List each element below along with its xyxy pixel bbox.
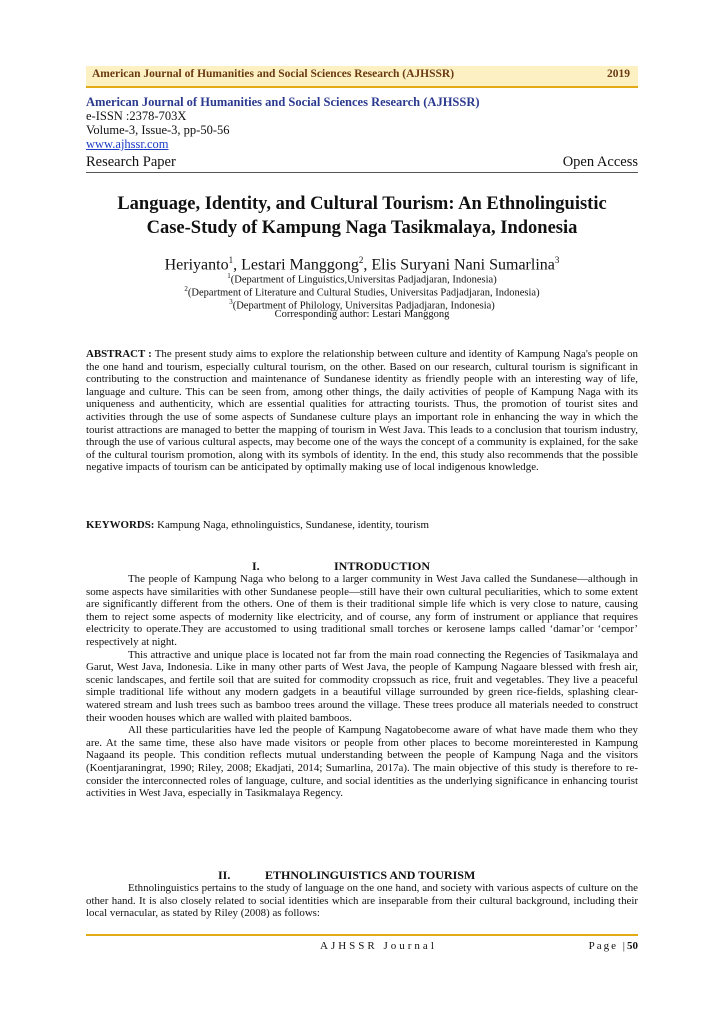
affiliation-text: (Department of Philology, Universitas Padjadjaran, Indonesia) xyxy=(232,300,495,312)
header-year: 2019 xyxy=(607,68,630,80)
running-header xyxy=(86,66,638,88)
header-journal-name: American Journal of Humanities and Social Sciences Research (AJHSSR) xyxy=(92,68,455,80)
introduction-body xyxy=(86,573,638,800)
author-separator: , xyxy=(233,256,242,274)
author-affiliation-mark: 3 xyxy=(554,255,560,265)
paper-type-row xyxy=(86,154,638,173)
section-number: II. xyxy=(218,868,231,882)
footer-page-number xyxy=(589,940,638,952)
issn: e-ISSN :2378-703X xyxy=(86,109,187,123)
abstract-label: ABSTRACT : xyxy=(86,348,155,360)
affiliation-text: (Department of Linguistics,Universitas Padjadjaran, Indonesia) xyxy=(230,274,497,286)
abstract-text: The present study aims to explore the relationship between culture and identity of Kampung Naga's people on the one hand and tourism, especially cultural tourism, on the other. Based on our research, cultural tourism is significant in contributing to the construction and maintenance of Sundanese identity as friendly people with an interesting way of life, language and culture. This can be seen from, among other things, the daily activities of people of Kampung Naga with its uniqueness and authenticity, which are essential qualities for attracting tourists. Thus, the promotion of tourist sites and activities through the use of some aspects of Sundanese culture plays an important role in enhancing the way in which the tourist attractions are managed to better the mapping of tourism in West Java. This leads to a conclusion that tourism industry, through the use of various cultural aspects, may become one of the ways the concept of a community is explained, for the sake of the cultural tourism promotion, along with its symbols of identity. In the end, this study also recommends that the possible negative impacts of tourism can be anticipated by optimally making use of local indigenous knowledge. xyxy=(86,348,638,474)
paper-type: Research Paper xyxy=(86,154,176,170)
section-number: I. xyxy=(252,559,260,573)
page-number: 50 xyxy=(627,940,638,952)
author-separator: , xyxy=(363,256,372,274)
affiliation-text: (Department of Literature and Cultural Studies, Universitas Padjadjaran, Indonesia) xyxy=(187,287,540,299)
paragraph: All these particularities have led the people of Kampung Nagatobecome aware of what have made them who they are. At the same time, these also have made visitors or people from other places to become moreinterested in Kampung Nagaand its people. This condition reflects mutual understanding between the people of Kampung Naga and the visitors (Koentjaraningrat, 1990; Riley, 2008; Ekadjati, 2014; Sumarlina, 2017a). The main objective of this study is therefore to re-consider the interconnected roles of language, culture, and social identities as the underlying significance in enhancing tourist activities in West Java, especially in Tasikmalaya Regency. xyxy=(86,724,638,800)
keywords-label: KEYWORDS: xyxy=(86,519,155,531)
section-title: ETHNOLINGUISTICS AND TOURISM xyxy=(265,868,476,882)
access-label: Open Access xyxy=(562,154,638,170)
author-name: Heriyanto xyxy=(164,256,229,274)
journal-name: American Journal of Humanities and Social Sciences Research (AJHSSR) xyxy=(86,95,480,109)
abstract xyxy=(86,348,638,474)
title-line: Language, Identity, and Cultural Tourism: An Ethnolinguistic xyxy=(117,194,607,214)
page-label: Page | xyxy=(588,940,627,952)
keywords-text: Kampung Naga, ethnolinguistics, Sundanese, identity, tourism xyxy=(154,519,429,531)
paragraph: The people of Kampung Naga who belong to a larger community in West Java called the Sundanese—although in some aspects have similarities with other Sundanese people—still have their own cultural peculiarities, which to some extent are significantly different from the others. One of them is their traditional simple life which is very close to nature, causing them to reject some aspects of modernity like electricity, and of course, any form of instrument or appliance that requires electricity to operate.They are accustomed to using traditional small torches or kerosene lamps called ‘damar’or ‘cempor’ respectively at night. xyxy=(86,573,638,648)
paragraph: This attractive and unique place is located not far from the main road connecting the Regencies of Tasikmalaya and Garut, West Java, Indonesia. Like in many other parts of West Java, the people of Kampung Nagaare blessed with fresh air, scenic landscapes, and fertile soil that are suited for commodity cropssuch as rice, fruit and vegetables. They live a peaceful simple traditional life without any modern gadgets in a beautiful village surrounded by green rice-fields, splashing clear-watered stream and lush trees such as bamboo trees around the village. These trees produce all materials needed to construct their wooden houses which are walled with plaited bamboos. xyxy=(86,648,638,724)
title-line: Case-Study of Kampung Naga Tasikmalaya, Indonesia xyxy=(146,218,578,238)
author-affiliation-mark: 1 xyxy=(228,255,234,265)
author-name: Elis Suryani Nani Sumarlina xyxy=(371,256,555,274)
affiliation-mark: 1 xyxy=(227,272,231,280)
journal-url-link[interactable]: www.ajhssr.com xyxy=(86,137,169,151)
corresponding-author: Corresponding author: Lestari Manggong xyxy=(274,309,450,320)
section-title: INTRODUCTION xyxy=(334,559,431,573)
affiliation-mark: 3 xyxy=(229,298,233,306)
ethnolinguistics-body xyxy=(86,882,638,920)
footer-rule xyxy=(86,934,638,936)
volume-issue: Volume-3, Issue-3, pp-50-56 xyxy=(86,123,230,137)
paragraph: Ethnolinguistics pertains to the study of language on the one hand, and society with various aspects of culture on the other hand. It is also closely related to social identities which are inseparable from their cultural background, including their local vernacular, as stated by Riley (2008) as follows: xyxy=(86,882,638,920)
keywords xyxy=(86,519,638,532)
paper-title xyxy=(86,192,638,240)
footer-journal: AJHSSR Journal xyxy=(320,940,437,952)
author-affiliation-mark: 2 xyxy=(358,255,364,265)
author-name: Lestari Manggong xyxy=(241,256,359,274)
affiliation-mark: 2 xyxy=(184,285,188,293)
